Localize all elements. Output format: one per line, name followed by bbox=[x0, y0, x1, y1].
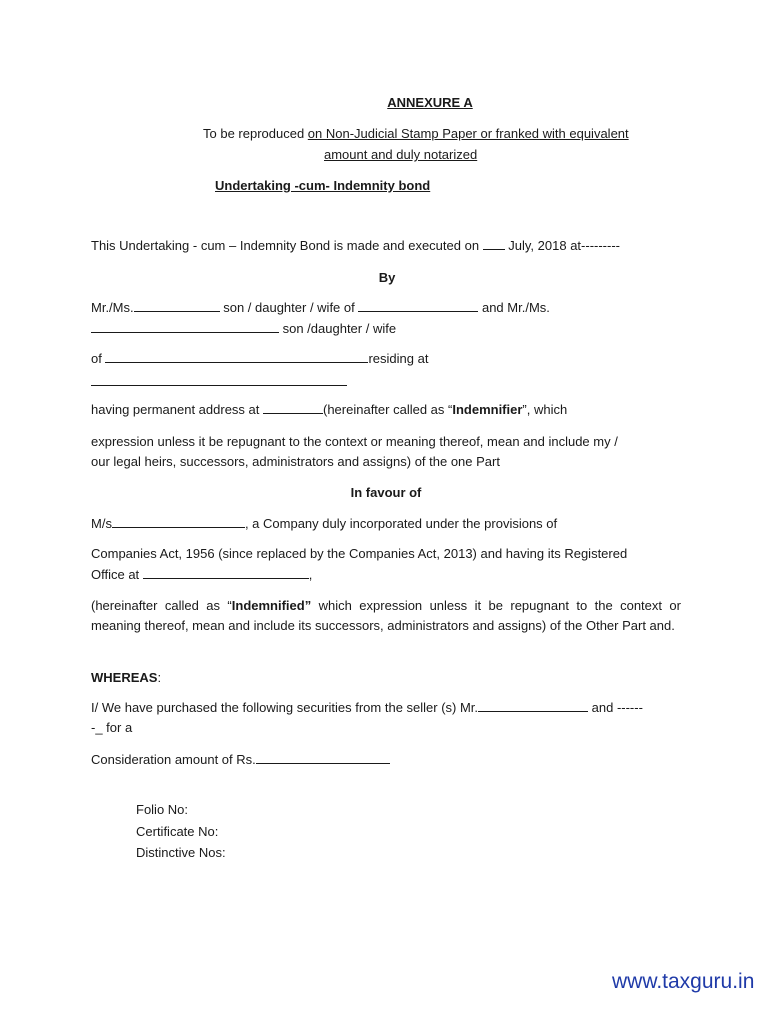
consideration-label: Consideration amount of Rs. bbox=[91, 752, 256, 767]
parent-blank bbox=[358, 298, 478, 312]
office-label: Office at bbox=[91, 567, 143, 582]
herein-2: ”, which bbox=[522, 402, 568, 417]
party-b-line-1 bbox=[91, 514, 683, 534]
folio-field: Folio No: bbox=[136, 802, 189, 817]
purchase-text-1: I/ We have purchased the following securities from the seller (s) Mr. bbox=[91, 700, 479, 715]
reproduction-note-line-2: amount and duly notarized bbox=[324, 147, 478, 162]
permanent-address-line bbox=[91, 400, 683, 420]
bond-title: Undertaking -cum- Indemnity bond bbox=[215, 178, 431, 193]
annexure-title: ANNEXURE A bbox=[387, 95, 473, 110]
ms-label: M/s bbox=[91, 516, 112, 531]
indemnifier-term: Indemnifier bbox=[452, 402, 523, 417]
perm-addr-label: having permanent address at bbox=[91, 402, 263, 417]
son-of-label: son / daughter / wife of bbox=[219, 300, 359, 315]
whereas-colon: : bbox=[157, 670, 162, 685]
purchase-line-1 bbox=[91, 698, 683, 718]
expression-line-1: expression unless it be repugnant to the context or meaning thereof, mean and include my / bbox=[91, 434, 618, 449]
of-blank bbox=[105, 349, 368, 363]
note-prefix: To be reproduced bbox=[203, 126, 308, 141]
seller-blank bbox=[478, 698, 588, 712]
residing-label: residing at bbox=[368, 351, 429, 366]
party-a-line-3 bbox=[91, 349, 683, 369]
and-mr-ms-label: and Mr./Ms. bbox=[478, 300, 550, 315]
party-a-line-1 bbox=[91, 298, 683, 318]
indemnified-paragraph bbox=[91, 596, 681, 636]
second-name-blank bbox=[91, 319, 279, 333]
intro-line bbox=[91, 236, 683, 256]
company-text: , a Company duly incorporated under the provisions of bbox=[244, 516, 558, 531]
whereas-heading bbox=[91, 668, 683, 688]
son-of-label-2: son /daughter / wife bbox=[279, 321, 397, 336]
party-b-line-3 bbox=[91, 565, 683, 585]
office-comma: , bbox=[308, 567, 313, 582]
address-blank bbox=[91, 372, 347, 386]
intro-text-2: July, 2018 at--------- bbox=[504, 238, 620, 253]
amount-blank bbox=[256, 750, 390, 764]
consideration-line bbox=[91, 750, 683, 770]
purchase-text-2: and ------ bbox=[588, 700, 643, 715]
office-blank bbox=[143, 565, 309, 579]
company-blank bbox=[112, 514, 245, 528]
of-label: of bbox=[91, 351, 106, 366]
watermark: www.taxguru.in bbox=[612, 970, 755, 993]
whereas-label: WHEREAS bbox=[91, 670, 158, 685]
perm-addr-blank bbox=[263, 400, 323, 414]
distinctive-field: Distinctive Nos: bbox=[136, 845, 226, 860]
mr-ms-label: Mr./Ms. bbox=[91, 300, 134, 315]
note-underlined-1: on Non-Judicial Stamp Paper or franked with equivalent bbox=[307, 126, 629, 141]
address-blank-line bbox=[91, 372, 683, 392]
intro-text-1: This Undertaking - cum – Indemnity Bond is made and executed on bbox=[91, 238, 483, 253]
name-blank bbox=[134, 298, 220, 312]
purchase-line-2: -_ for a bbox=[91, 720, 133, 735]
party-a-line-2 bbox=[91, 319, 683, 339]
party-b-line-2: Companies Act, 1956 (since replaced by the Companies Act, 2013) and having its Registered bbox=[91, 546, 628, 561]
certificate-field: Certificate No: bbox=[136, 824, 219, 839]
herein-1: (hereinafter called as “ bbox=[323, 402, 453, 417]
herein-b-2: which expression unless it be repugnant to the context or meaning thereof, mean and include its successors, administrators and assigns) of the Other Part and. bbox=[91, 598, 681, 633]
indemnified-term: Indemnified” bbox=[231, 598, 312, 613]
date-blank bbox=[483, 236, 505, 250]
by-heading: By bbox=[378, 270, 396, 285]
expression-line-2: our legal heirs, successors, administrators and assigns) of the one Part bbox=[91, 454, 500, 469]
reproduction-note bbox=[203, 124, 683, 144]
in-favour-heading: In favour of bbox=[350, 485, 422, 500]
herein-b-1: (hereinafter called as “ bbox=[91, 598, 232, 613]
